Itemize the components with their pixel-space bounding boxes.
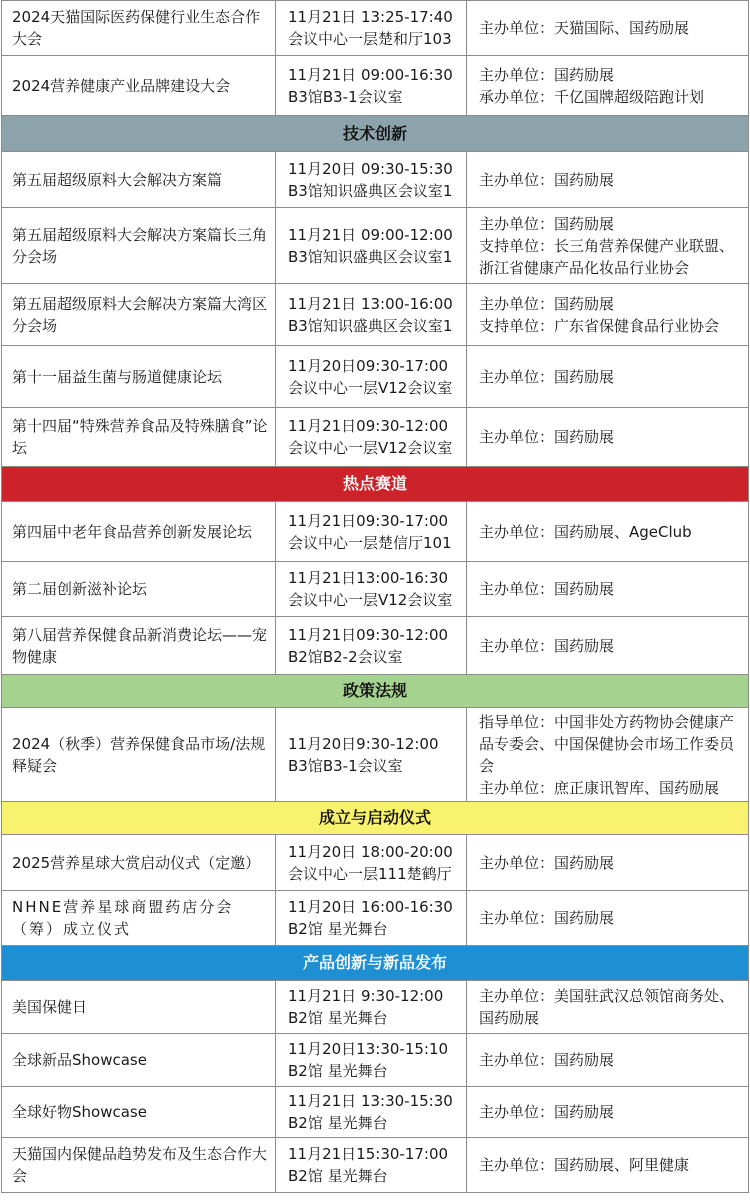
organizer-line: 主办单位：国药励展 [479, 65, 615, 84]
event-row [2, 981, 749, 1034]
event-time: 11月21日 09:00-16:30 [288, 65, 453, 84]
event-time: 11月21日13:00-16:30 [288, 569, 449, 587]
event-name: 美国保健日 [2, 981, 276, 1034]
section-header-row [2, 675, 749, 708]
event-time: 11月21日09:30-12:00 [288, 625, 449, 644]
event-organizers [467, 284, 749, 346]
event-name: 2024天猫国际医药保健行业生态合作大会 [2, 1, 276, 56]
event-venue: B3馆B3-1会议室 [288, 756, 403, 775]
event-row [2, 346, 749, 408]
event-row [2, 284, 749, 346]
event-venue: B3馆知识盛典区会议室1 [288, 316, 453, 335]
organizer-line: 主办单位：国药励展 [479, 294, 615, 313]
event-row [2, 708, 749, 802]
event-name: 第十一届益生菌与肠道健康论坛 [2, 346, 276, 408]
event-time-venue [276, 1, 467, 56]
event-row [2, 1, 749, 56]
event-venue: B2馆 星光舞台 [288, 1009, 388, 1027]
section-header-row [2, 467, 749, 502]
section-title: 成立与启动仪式 [2, 802, 749, 835]
organizer-line: 支持单位：广东省保健食品行业协会 [479, 316, 720, 335]
event-name: 第八届营养保健食品新消费论坛——宠物健康 [2, 617, 276, 675]
event-name: 第五届超级原料大会解决方案篇长三角分会场 [2, 208, 276, 284]
event-name: 全球好物Showcase [2, 1087, 276, 1138]
event-venue: B3馆知识盛典区会议室1 [288, 181, 453, 200]
event-venue: B2馆B2-2会议室 [288, 647, 403, 666]
organizer-line: 主办单位：国药励展 [479, 428, 615, 446]
event-venue: B2馆 星光舞台 [288, 1062, 388, 1080]
section-header-row [2, 946, 749, 981]
organizer-line: 主办单位：国药励展、阿里健康 [479, 1156, 690, 1174]
event-venue: B3馆知识盛典区会议室1 [288, 247, 453, 266]
organizer-line: 主办单位：天猫国际、国药励展 [479, 19, 690, 37]
event-venue: 会议中心一层V12会议室 [288, 378, 453, 397]
event-time: 11月20日 09:30-15:30 [288, 159, 453, 178]
event-name: 第二届创新滋补论坛 [2, 562, 276, 617]
event-venue: B3馆B3-1会议室 [288, 87, 403, 106]
event-time-venue [276, 562, 467, 617]
event-time-venue [276, 284, 467, 346]
event-organizers [467, 1138, 749, 1193]
event-time: 11月21日 09:00-12:00 [288, 225, 453, 244]
event-row [2, 56, 749, 116]
event-time: 11月20日9:30-12:00 [288, 734, 439, 753]
event-organizers [467, 1, 749, 56]
event-time-venue [276, 502, 467, 562]
event-name: 2024营养健康产业品牌建设大会 [2, 56, 276, 116]
event-organizers [467, 208, 749, 284]
organizer-line: 承办单位：千亿国牌超级陪跑计划 [479, 87, 705, 106]
event-organizers [467, 562, 749, 617]
event-row [2, 1034, 749, 1087]
event-name: 天猫国内保健品趋势发布及生态合作大会 [2, 1138, 276, 1193]
event-organizers [467, 56, 749, 116]
event-time: 11月20日09:30-17:00 [288, 356, 449, 375]
organizer-line: 主办单位：国药励展、AgeClub [479, 522, 692, 541]
event-time-venue [276, 1087, 467, 1138]
section-title: 产品创新与新品发布 [2, 946, 749, 981]
event-row [2, 502, 749, 562]
event-organizers [467, 708, 749, 802]
event-organizers [467, 408, 749, 467]
event-row [2, 208, 749, 284]
event-organizers [467, 835, 749, 891]
event-time-venue [276, 981, 467, 1034]
event-name: 第五届超级原料大会解决方案篇 [2, 152, 276, 208]
event-venue: 会议中心一层111楚鹤厅 [288, 864, 452, 883]
section-title: 技术创新 [2, 116, 749, 152]
event-time-venue [276, 346, 467, 408]
event-venue: 会议中心一层楚信厅101 [288, 533, 452, 552]
event-time: 11月21日 13:25-17:40 [288, 8, 453, 26]
event-name: 全球新品Showcase [2, 1034, 276, 1087]
organizer-line: 指导单位：中国非处方药物协会健康产品专委会、中国保健协会市场工作委员会 [479, 712, 735, 775]
organizer-line: 主办单位：美国驻武汉总领馆商务处、国药励展 [479, 987, 735, 1027]
forum-schedule-table [1, 0, 749, 1193]
event-time: 11月20日13:30-15:10 [288, 1040, 449, 1058]
section-header-row [2, 802, 749, 835]
event-time: 11月20日 16:00-16:30 [288, 898, 453, 916]
event-venue: B2馆 星光舞台 [288, 920, 388, 938]
event-time: 11月21日 13:00-16:00 [288, 294, 453, 313]
event-name: 第五届超级原料大会解决方案篇大湾区分会场 [2, 284, 276, 346]
event-time-venue [276, 617, 467, 675]
event-time-venue [276, 208, 467, 284]
event-row [2, 617, 749, 675]
event-time-venue [276, 1138, 467, 1193]
event-organizers [467, 1087, 749, 1138]
section-title: 政策法规 [2, 675, 749, 708]
event-time-venue [276, 152, 467, 208]
event-time-venue [276, 708, 467, 802]
event-venue: 会议中心一层楚和厅103 [288, 30, 452, 48]
event-time-venue [276, 408, 467, 467]
event-venue: 会议中心一层V12会议室 [288, 439, 453, 457]
event-organizers [467, 152, 749, 208]
event-organizers [467, 617, 749, 675]
event-row [2, 152, 749, 208]
event-time: 11月21日09:30-17:00 [288, 511, 449, 530]
event-row [2, 408, 749, 467]
event-row [2, 1138, 749, 1193]
event-row [2, 1087, 749, 1138]
organizer-line: 支持单位：长三角营养保健产业联盟、浙江省健康产品化妆品行业协会 [479, 236, 735, 277]
event-name: NHNE营养星球商盟药店分会（筹）成立仪式 [2, 891, 276, 946]
organizer-line: 主办单位：国药励展 [479, 367, 615, 386]
event-row [2, 891, 749, 946]
organizer-line: 主办单位：国药励展 [479, 580, 615, 598]
event-row [2, 835, 749, 891]
schedule-body [2, 1, 749, 1193]
event-time-venue [276, 56, 467, 116]
event-venue: B2馆 星光舞台 [288, 1114, 388, 1132]
organizer-line: 主办单位：庶正康讯智库、国药励展 [479, 778, 720, 797]
event-row [2, 562, 749, 617]
organizer-line: 主办单位：国药励展 [479, 1051, 615, 1069]
organizer-line: 主办单位：国药励展 [479, 909, 615, 927]
event-time-venue [276, 1034, 467, 1087]
organizer-line: 主办单位：国药励展 [479, 853, 615, 872]
event-name: 2025营养星球大赏启动仪式（定邀） [2, 835, 276, 891]
event-time: 11月21日15:30-17:00 [288, 1145, 449, 1163]
event-time: 11月20日 18:00-20:00 [288, 842, 453, 861]
event-time: 11月21日 9:30-12:00 [288, 987, 444, 1005]
event-time-venue [276, 891, 467, 946]
event-name: 2024（秋季）营养保健食品市场/法规释疑会 [2, 708, 276, 802]
organizer-line: 主办单位：国药励展 [479, 214, 615, 233]
section-header-row [2, 116, 749, 152]
section-title: 热点赛道 [2, 467, 749, 502]
event-organizers [467, 502, 749, 562]
event-organizers [467, 981, 749, 1034]
event-time: 11月21日 13:30-15:30 [288, 1092, 453, 1110]
event-organizers [467, 1034, 749, 1087]
event-time-venue [276, 835, 467, 891]
event-venue: B2馆 星光舞台 [288, 1167, 388, 1185]
event-organizers [467, 891, 749, 946]
event-name: 第十四届“特殊营养食品及特殊膳食”论坛 [2, 408, 276, 467]
event-venue: 会议中心一层V12会议室 [288, 591, 453, 609]
organizer-line: 主办单位：国药励展 [479, 636, 615, 655]
organizer-line: 主办单位：国药励展 [479, 1103, 615, 1121]
organizer-line: 主办单位：国药励展 [479, 170, 615, 189]
event-time: 11月21日09:30-12:00 [288, 417, 449, 435]
event-organizers [467, 346, 749, 408]
event-name: 第四届中老年食品营养创新发展论坛 [2, 502, 276, 562]
